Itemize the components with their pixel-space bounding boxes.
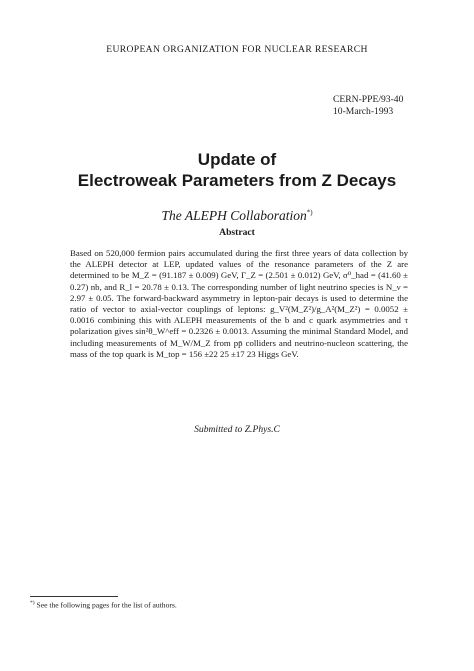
- author-line: [0, 208, 474, 224]
- collaboration-name: The ALEPH Collaboration: [161, 208, 307, 223]
- report-date: 10-March-1993: [333, 106, 394, 117]
- report-info: [333, 94, 403, 118]
- organization-header: EUROPEAN ORGANIZATION FOR NUCLEAR RESEARCH: [106, 44, 368, 55]
- footnote-mark: *): [30, 600, 35, 606]
- title-line-1: Update of: [197, 150, 277, 169]
- abstract-heading: Abstract: [219, 227, 255, 238]
- title-line-2: Electroweak Parameters from Z Decays: [77, 171, 397, 190]
- footnote-rule: [30, 596, 118, 597]
- abstract-body: Based on 520,000 fermion pairs accumulated during the first three years of data collection by the ALEPH detector at LEP, updated values of the resonance parameters of the Z are determined to be M_Z = (91.187 ± 0.009) GeV, Γ_Z = (2.501 ± 0.012) GeV, σ⁰_had = (41.60 ± 0.27) nb, and R_l = 20.78 ± 0.13. The corresponding number of light neutrino species is N_ν = 2.97 ± 0.05. The forward-backward asymmetry in lepton-pair decays is used to determine the ratio of vector to axial-vector couplings of leptons: g_V²(M_Z²)/g_A²(M_Z²) = 0.0052 ± 0.0016 combining this with ALEPH measurements of the b and c quark asymmetries and τ polarization gives sin²θ_W^eff = 0.2326 ± 0.0013. Assuming the minimal Standard Model, and including measurements of M_W/M_Z from pp̄ colliders and neutrino-nucleon scattering, the mass of the top quark is M_top = 156 ±22 25 ±17 23 Higgs GeV.: [70, 248, 408, 359]
- abstract-text: [70, 248, 408, 360]
- paper-title: [0, 149, 474, 191]
- author-footnote-mark: *): [306, 208, 313, 217]
- footnote-text: See the following pages for the list of authors.: [36, 600, 177, 610]
- report-number: CERN-PPE/93-40: [333, 94, 404, 105]
- submission-note: Submitted to Z.Phys.C: [194, 424, 280, 435]
- footnote: [30, 600, 177, 610]
